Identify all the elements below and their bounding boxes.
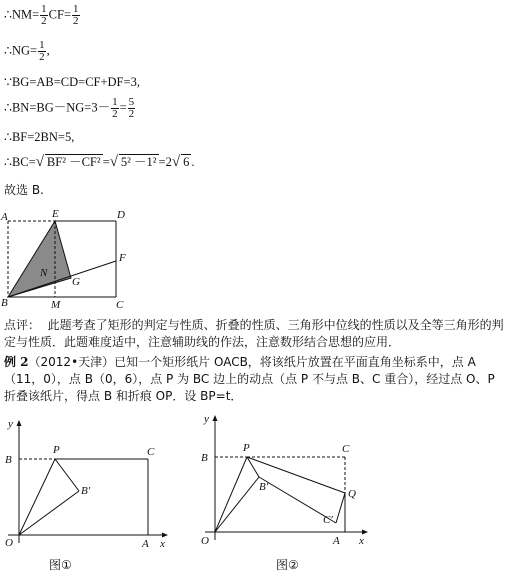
bc-suffix: .	[191, 155, 195, 169]
answer-line: 故选 B.	[4, 183, 44, 197]
label-c: C	[342, 443, 350, 455]
solution-line-2	[4, 40, 50, 63]
label-n: N	[40, 267, 48, 279]
fraction: $\frac{5}{2}$	[128, 96, 135, 120]
label-g: G	[72, 276, 80, 288]
example-label: 例 2	[4, 355, 29, 369]
label-x: x	[160, 538, 165, 550]
label-q: Q	[348, 488, 356, 500]
fraction: $\frac{1}{2}$	[73, 3, 79, 27]
solution-line-1	[4, 4, 81, 27]
solution-line-6	[4, 154, 194, 169]
bn-prefix: ∴BN=BG－NG=3－	[4, 100, 111, 115]
nm-mid: CF=	[48, 7, 71, 22]
line-ob	[215, 477, 259, 532]
shaded-triangle	[8, 221, 71, 297]
radicand: 5² －1²	[120, 155, 157, 169]
label-y: y	[8, 418, 13, 430]
fraction: $\frac{1}{2}$	[41, 3, 47, 27]
x-arrow	[362, 530, 368, 535]
label-o: O	[201, 535, 209, 547]
label-bprime: B′	[81, 485, 91, 497]
label-a: A	[1, 211, 8, 223]
bc-prefix: ∴BC=	[4, 155, 36, 169]
label-x: x	[359, 535, 364, 547]
radical-sign: √	[171, 154, 181, 170]
radical-sign: √	[109, 154, 118, 170]
label-d: D	[117, 209, 125, 221]
label-cprime: C′	[323, 514, 333, 526]
comment-text: 此题考查了矩形的判定与性质、折叠的性质、三角形中位线的性质以及全等三角形的判定与性质．此题难度适中，注意辅助线的作法，注意数形结合思想的应用．	[4, 318, 504, 349]
comment-paragraph	[4, 317, 504, 351]
ng-suffix: ,	[46, 43, 50, 58]
solution-line-4	[4, 97, 136, 120]
radical-sign: √	[35, 154, 44, 170]
figure-coordinate-2	[195, 410, 375, 550]
label-a: A	[142, 538, 149, 550]
y-arrow	[17, 420, 22, 426]
solution-line-3: ∵BG=AB=CD=CF+DF=3,	[4, 75, 140, 89]
label-f: F	[119, 252, 126, 264]
line-pb	[55, 459, 79, 491]
line-op	[215, 457, 247, 532]
comment-label: 点评：	[4, 318, 41, 332]
figure-coordinate-1	[0, 415, 175, 550]
fraction: $\frac{1}{2}$	[39, 39, 45, 63]
nm-prefix: ∴NM=	[4, 7, 40, 22]
solution-line-5: ∴BF=2BN=5,	[4, 130, 75, 144]
label-p: P	[53, 444, 60, 456]
x-arrow	[162, 533, 168, 538]
line-op	[19, 459, 55, 535]
label-o: O	[5, 537, 13, 549]
example-paragraph	[4, 354, 504, 405]
label-p: P	[243, 442, 250, 454]
example-text: （2012•天津）已知一个矩形纸片 OACB，将该纸片放置在平面直角坐标系中，点 A（11，0），点 B（0，6），点 P 为 BC 边上的动点（点 P 不与点 B、C 重合），经过点 O、P 折叠该纸片，得点 B 和折痕 OP．设 BP=t．	[4, 355, 495, 403]
label-a: A	[333, 535, 340, 547]
figure-2-caption: 图②	[276, 558, 299, 572]
label-y: y	[204, 413, 209, 425]
y-arrow	[213, 415, 218, 421]
label-b: B	[5, 454, 12, 466]
label-bprime: B′	[259, 481, 269, 493]
line-ob	[19, 491, 79, 535]
label-c: C	[116, 299, 124, 310]
bc-eq1: =	[102, 155, 110, 169]
figure-fold-rectangle	[0, 205, 140, 310]
label-c: C	[147, 446, 155, 458]
bn-eq: =	[119, 100, 127, 115]
line-qc	[336, 493, 345, 523]
line-pb	[247, 457, 259, 477]
label-b: B	[1, 297, 8, 309]
label-m: M	[51, 299, 61, 310]
figure-1-caption: 图①	[49, 558, 72, 572]
bc-eq2: =2	[158, 155, 172, 169]
radicand: 6	[183, 155, 190, 169]
radicand: BF² －CF²	[46, 155, 101, 169]
fraction: $\frac{1}{2}$	[112, 96, 118, 120]
label-e: E	[52, 208, 59, 220]
label-b: B	[201, 452, 208, 464]
ng-prefix: ∴NG=	[4, 43, 38, 58]
